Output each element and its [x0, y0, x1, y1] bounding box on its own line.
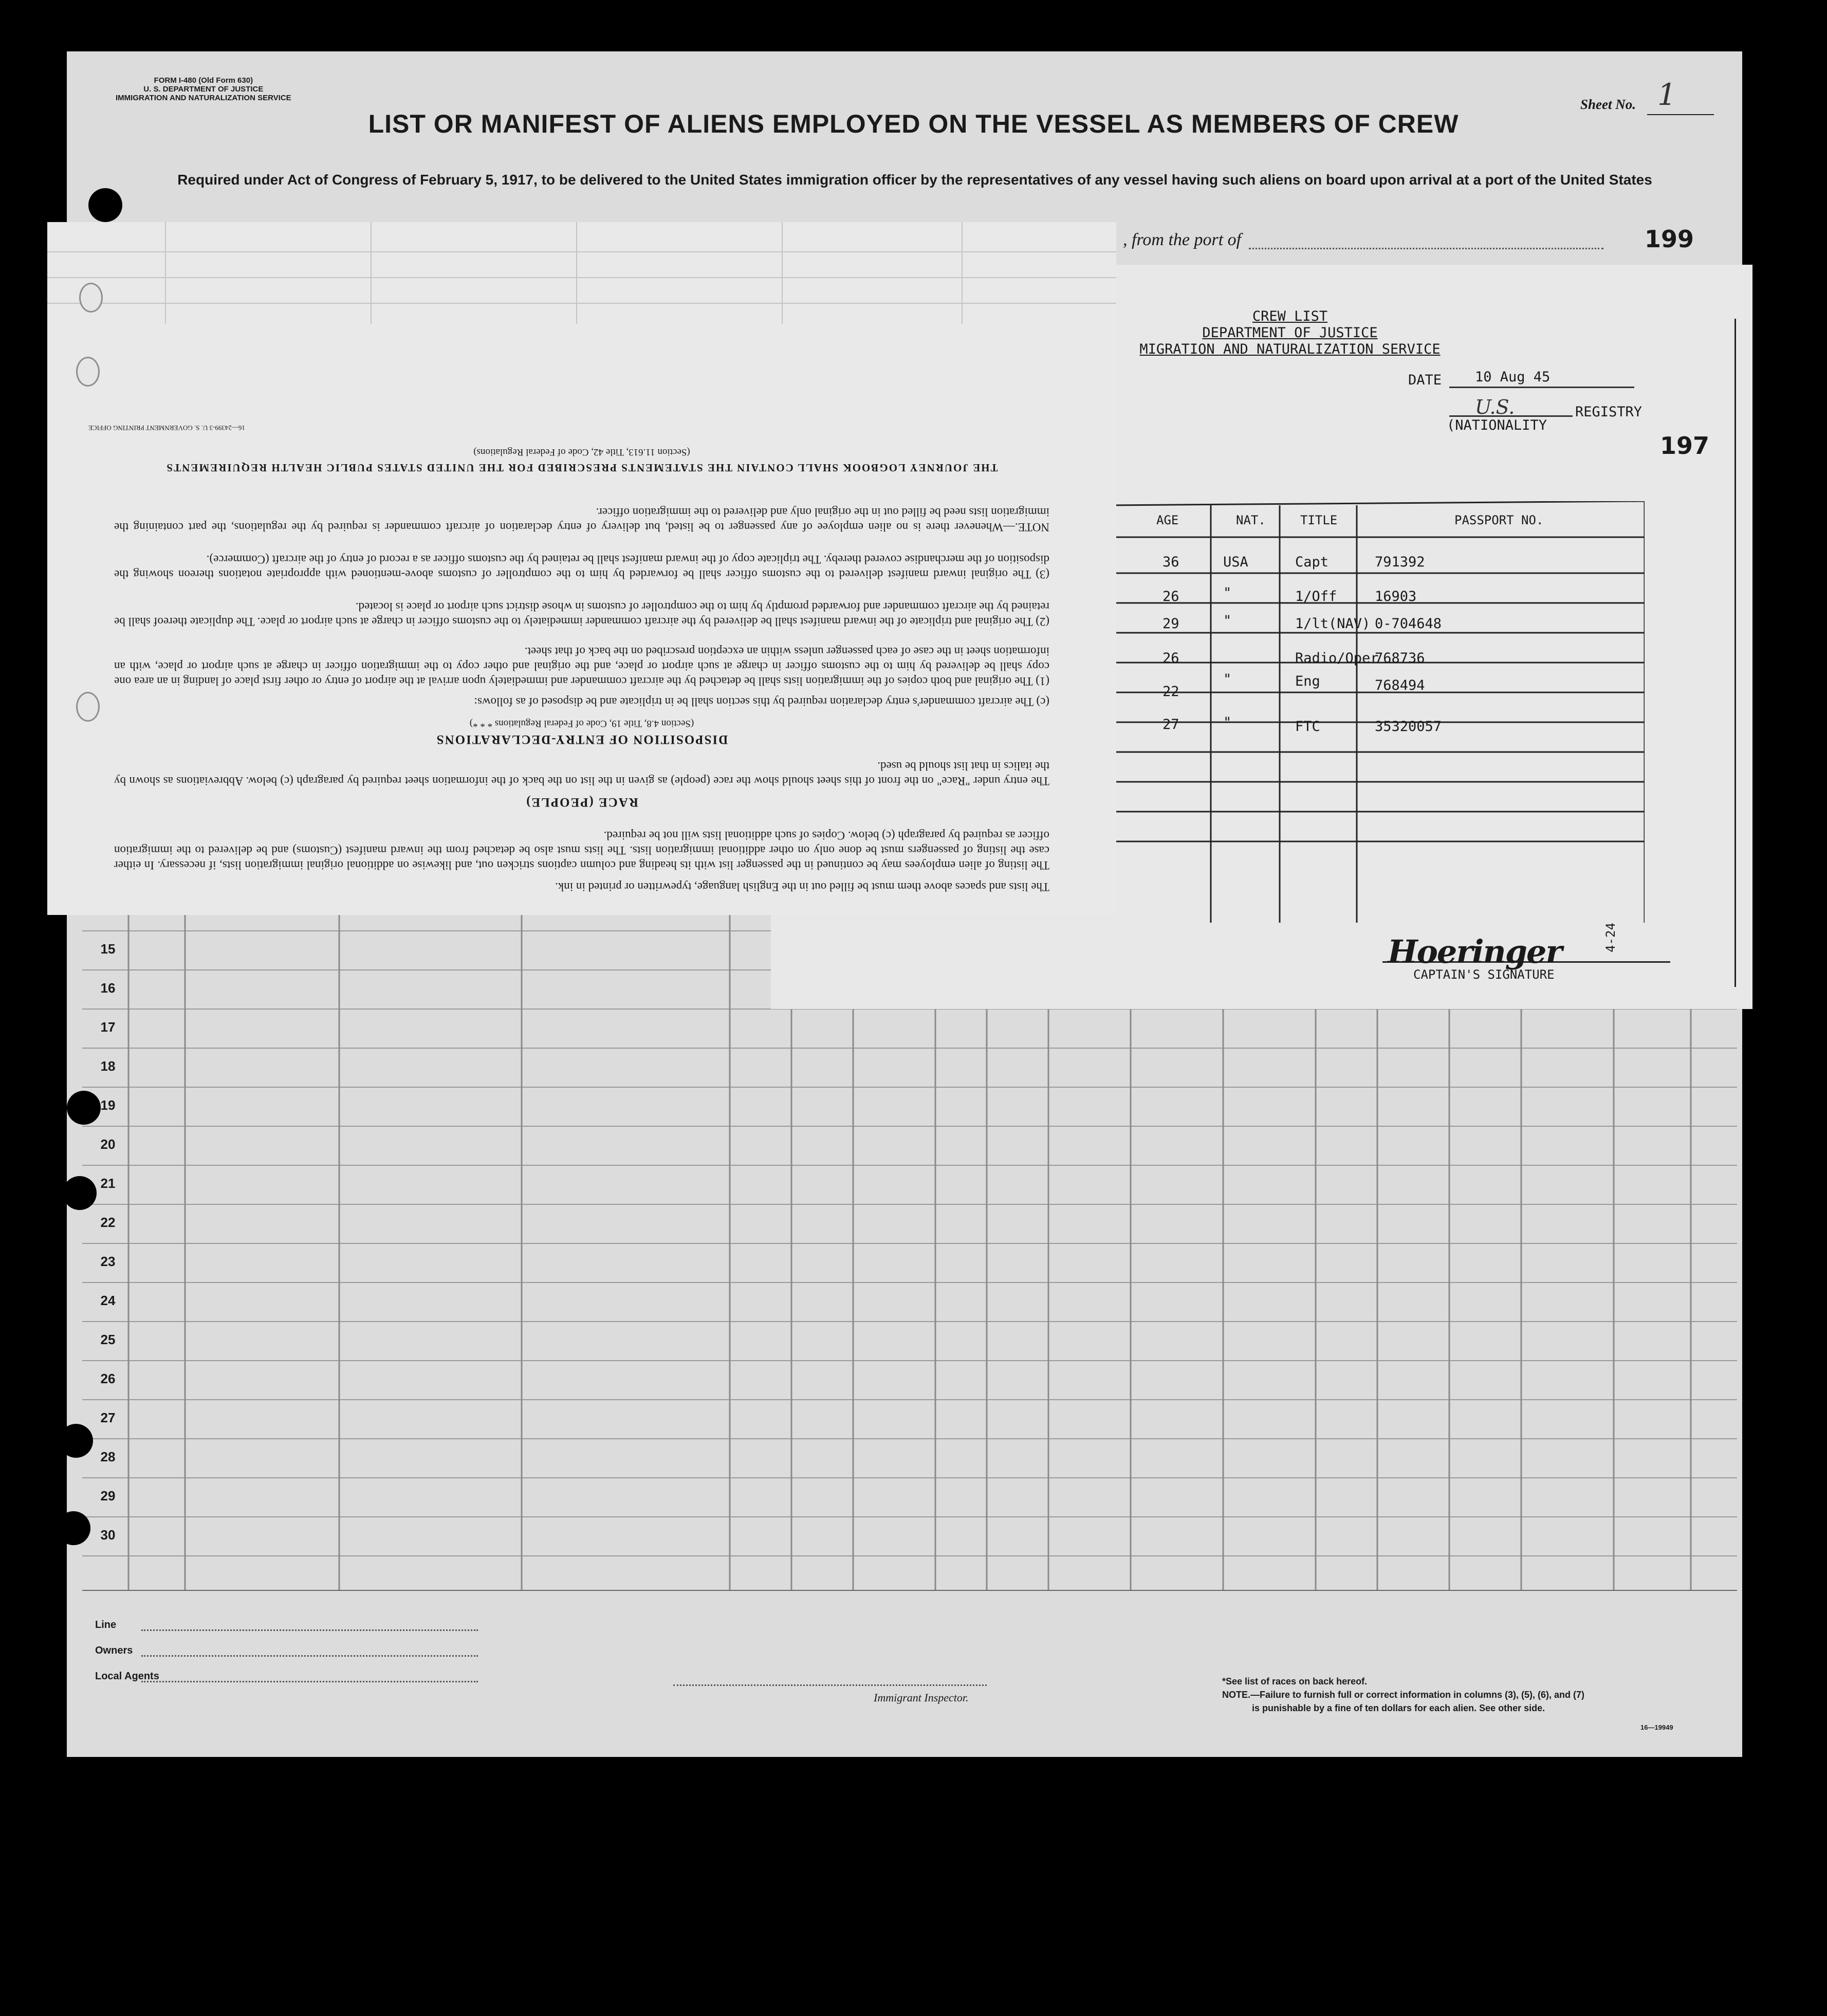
date-label: DATE: [1408, 372, 1442, 388]
row-number: 23: [100, 1254, 116, 1269]
row-number: 21: [100, 1176, 116, 1191]
crew-list-number: 197: [1660, 432, 1710, 460]
crew-table-border: [1734, 319, 1736, 987]
line-field: [141, 1629, 478, 1631]
form-header: [116, 76, 291, 102]
crew-passport: 791392: [1375, 554, 1425, 570]
punch-hole: [63, 1176, 97, 1210]
punch-hole: [76, 357, 100, 387]
row-number: 25: [100, 1332, 116, 1347]
row-number: 28: [100, 1449, 116, 1464]
punch-hole: [59, 1424, 93, 1458]
form-number: FORM I-480 (Old Form 630): [154, 76, 253, 85]
punch-hole: [76, 692, 100, 722]
back-p6: (2) The original and triplicate of the inward manifest shall be delivered by the aircraft commander immediately to the customs officer in charge at such airport or place. The duplicate thereof shall be retained by the aircraft commander and forwarded promptly by him to the comptroller of customs in whose district such airport or place is located.: [114, 600, 1049, 628]
crew-title: FTC: [1295, 719, 1320, 735]
health-heading: THE JOURNEY LOGBOOK SHALL CONTAIN THE STATEMENTS PRESCRIBED FOR THE UNITED STATES PUBLIC HEALTH REQUIREMENTS: [165, 462, 998, 474]
row-number: 30: [100, 1527, 116, 1543]
crew-list-stamp: 4-24: [1603, 923, 1618, 952]
gpo-imprint: 16—24399-3 U. S. GOVERNMENT PRINTING OFFICE: [88, 424, 245, 432]
row-number: 22: [100, 1215, 116, 1230]
punch-hole: [88, 188, 122, 222]
crew-passport: 0-704648: [1375, 616, 1442, 632]
agents-field: [141, 1681, 478, 1682]
row-number: 29: [100, 1488, 116, 1504]
col-passport-header: PASSPORT NO.: [1454, 513, 1544, 527]
crew-passport: 768494: [1375, 677, 1425, 693]
crew-age: 22: [1162, 684, 1179, 700]
crew-nat: ": [1223, 714, 1232, 730]
date-value: 10 Aug 45: [1475, 369, 1551, 385]
nationality-label: (NATIONALITY: [1447, 417, 1547, 433]
captain-signature-label: CAPTAIN'S SIGNATURE: [1413, 967, 1555, 982]
health-subheading: (Section 11.613, Title 42, Code of Federal Regulations): [473, 447, 690, 457]
footnote-penalty: NOTE.—Failure to furnish full or correct information in columns (3), (5), (6), and (7): [1222, 1690, 1585, 1700]
crew-age: 29: [1162, 616, 1179, 632]
from-port-line: [1249, 248, 1603, 249]
back-p7: (3) The original inward manifest delivered to the customs officer shall be forwarded by him to the comptroller of customs above-mentioned with appropriate notations thereon showing the disposition of the merchandise covered thereby. The triplicate copy of the inward manifest shall be retained by the customs officer as a record of entry of the aircraft (Commerce).: [114, 553, 1049, 581]
back-sheet: [47, 222, 1116, 915]
punch-hole: [79, 283, 103, 313]
footnote-races: *See list of races on back hereof.: [1222, 1676, 1368, 1687]
owners-field: [141, 1655, 478, 1657]
row-number: 17: [100, 1019, 116, 1035]
row-number: 15: [100, 941, 116, 957]
crew-list-header: [1110, 308, 1470, 358]
footnote-penalty-cont: is punishable by a fine of ten dollars for each alien. See other side.: [1252, 1703, 1545, 1713]
crew-title: Radio/Oper: [1295, 650, 1379, 666]
disposition-heading: DISPOSITION OF ENTRY-DECLARATIONS: [435, 732, 728, 746]
row-number: 26: [100, 1371, 116, 1386]
crew-title: 1/lt(NAV): [1295, 616, 1371, 632]
faded-grid: [47, 222, 1116, 324]
crew-nat: ": [1223, 613, 1232, 629]
disposition-subheading: (Section 4.8, Title 19, Code of Federal Regulations * * *): [469, 718, 694, 729]
sheet-no-value: 1: [1657, 77, 1676, 112]
row-number: 19: [100, 1097, 116, 1113]
agents-label: Local Agents: [95, 1671, 159, 1682]
form-service: IMMIGRATION AND NATURALIZATION SERVICE: [116, 94, 291, 102]
back-p2: The listing of alien employees may be continued in the passenger list with its heading and column captions stricken out, and likewise on additional original immigration lists, if necessary. In either case the listing of passengers must be done only on other additional immigration lists. The lists must also be detached from the inward manifest (Customs) and be delivered to the immigration officer as required by paragraph (c) below. Copies of such additional lists will not be required.: [114, 829, 1049, 872]
form-code: 16—19949: [1640, 1724, 1673, 1731]
page-title: LIST OR MANIFEST OF ALIENS EMPLOYED ON THE VESSEL AS MEMBERS OF CREW: [368, 109, 1459, 138]
punch-hole: [67, 1091, 101, 1125]
race-heading: RACE (PEOPLE): [525, 795, 638, 809]
from-port-label: , from the port of: [1123, 230, 1242, 249]
form-dept: U. S. DEPARTMENT OF JUSTICE: [143, 85, 264, 94]
inspector-line: [673, 1684, 987, 1686]
crew-title: Eng: [1295, 673, 1320, 689]
nationality-value: U.S.: [1475, 396, 1515, 418]
row-number: 24: [100, 1293, 116, 1308]
line-label: Line: [95, 1619, 117, 1630]
captain-signature: Hoeringer: [1388, 933, 1562, 970]
crew-list-title: CREW LIST: [1252, 308, 1328, 324]
crew-nat: ": [1223, 671, 1232, 687]
crew-age: 36: [1162, 554, 1179, 570]
crew-passport: 768736: [1375, 650, 1425, 666]
nationality-line: [1449, 415, 1573, 417]
row-number: 27: [100, 1410, 116, 1425]
col-age-header: AGE: [1156, 513, 1179, 527]
date-line: [1449, 387, 1634, 388]
sheet-no-label: Sheet No.: [1580, 97, 1636, 112]
crew-age: 27: [1162, 717, 1179, 732]
crew-nat: ": [1223, 585, 1232, 601]
back-p1: The lists and spaces above them must be filled out in the English language, typewritten or printed in ink.: [555, 881, 1049, 893]
col-title-header: TITLE: [1300, 513, 1338, 527]
crew-passport: 35320057: [1375, 719, 1442, 735]
crew-title: 1/Off: [1295, 589, 1337, 604]
crew-title: Capt: [1295, 554, 1329, 570]
crew-age: 26: [1162, 650, 1179, 666]
back-p5: (1) The original and both copies of the immigration lists shall be detached by the aircraft commander and immediately upon arrival at the airport of entry or other first place of landing in an area one copy shall be delivered by him to the customs officer in charge at such airport or place, and the original and other copy to the immigration officer in charge at such airport or place, with an information sheet in the case of each passenger unless within an exception prescribed on the back of that sheet.: [114, 645, 1049, 688]
crew-list-service: MIGRATION AND NATURALIZATION SERVICE: [1139, 341, 1441, 357]
owners-label: Owners: [95, 1645, 133, 1656]
crew-nat: USA: [1223, 554, 1248, 570]
crew-passport: 16903: [1375, 589, 1417, 604]
row-number: 20: [100, 1137, 116, 1152]
page-subtitle: Required under Act of Congress of February 5, 1917, to be delivered to the United States immigration officer by the representatives of any vessel having such aliens on board upon arrival at a port of the United States: [177, 172, 1652, 188]
year-stamp: 199: [1645, 225, 1694, 253]
crew-age: 26: [1162, 589, 1179, 604]
row-number: 16: [100, 980, 116, 996]
back-p4: (c) The aircraft commander's entry declaration required by this section shall be in triplicate and be disposed of as follows:: [474, 695, 1049, 708]
col-nat-header: NAT.: [1236, 513, 1266, 527]
row-number: 18: [100, 1058, 116, 1074]
registry-label: REGISTRY: [1575, 404, 1643, 420]
inspector-label: Immigrant Inspector.: [874, 1691, 969, 1704]
back-p8: NOTE.—Whenever there is no alien employee of any passenger to be listed, but delivery of entry declaration of aircraft commander is required by the regulations, the part containing the immigration lists need be filled out in the original only and delivered to the immigration officer.: [114, 506, 1049, 534]
back-p3: The entry under "Race" on the front of this sheet should show the race (people) as given in the list on the back of the information sheet required by paragraph (c) below. Abbreviations as shown by the italics in that list should be used.: [114, 760, 1049, 787]
back-sheet-content: [47, 222, 1116, 915]
footnote: [1222, 1675, 1584, 1715]
crew-list-dept: DEPARTMENT OF JUSTICE: [1202, 325, 1378, 341]
punch-hole: [57, 1511, 90, 1545]
